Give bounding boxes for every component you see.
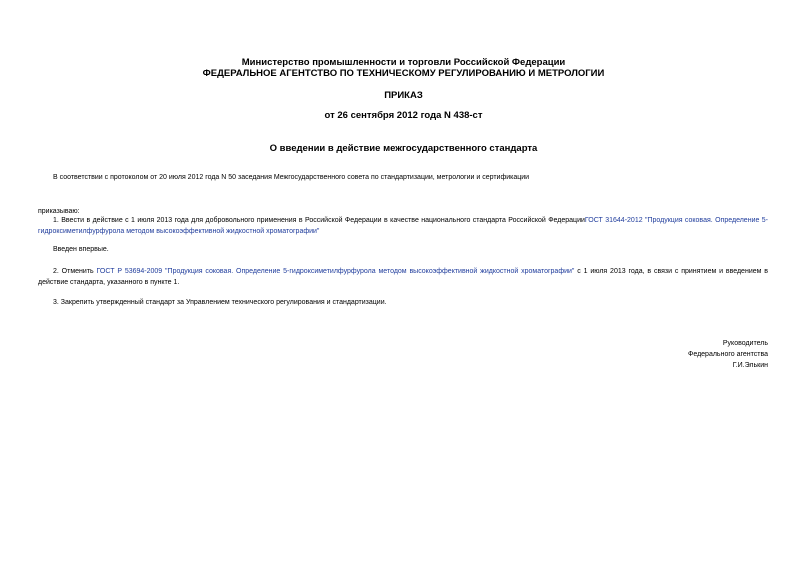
agency-heading: ФЕДЕРАЛЬНОЕ АГЕНТСТВО ПО ТЕХНИЧЕСКОМУ РЕГУЛИРОВАНИЮ И МЕТРОЛОГИИ xyxy=(202,68,605,79)
item-2-text-post: с 1 июля 2013 года, в связи с принятием и введением в действие стандарта, указанного в пункте 1. xyxy=(38,268,768,286)
item-2-text-pre: 2. Отменить xyxy=(53,268,97,275)
gost-31644-link[interactable]: ГОСТ 31644-2012 "Продукция соковая. Определение 5-гидроксиметилфурфурола методом высокоэффективной жидкостной хроматографии" xyxy=(38,217,769,235)
preamble: В соответствии с протоколом от 20 июля 2012 года N 50 заседания Межгосударственного совета по стандартизации, метрологии и сертификации xyxy=(53,174,530,181)
item-1-text: 1. Ввести в действие с 1 июля 2013 года для добровольного применения в Российской Федерации в качестве национального стандарта Российской Федерации xyxy=(53,217,585,224)
gost-r-53694-link[interactable]: ГОСТ Р 53694-2009 "Продукция соковая. Определение 5-гидроксиметилфурфурола методом высокоэффективной жидкостной хроматографии" xyxy=(96,268,575,275)
item-3: 3. Закрепить утвержденный стандарт за Управлением технического регулирования и стандартизации. xyxy=(53,299,387,306)
item-2 xyxy=(38,266,768,288)
introduced-note: Введен впервые. xyxy=(53,246,109,253)
item-1 xyxy=(38,215,768,237)
document-subject: О введении в действие межгосударственного стандарта xyxy=(269,143,538,154)
signature-title: Руководитель xyxy=(722,340,768,347)
ministry-heading: Министерство промышленности и торговли Российской Федерации xyxy=(241,57,566,68)
signature-name: Г.И.Элькин xyxy=(732,362,768,369)
order-word: приказываю: xyxy=(38,208,80,215)
signature-agency: Федерального агентства xyxy=(688,351,768,358)
document-date: от 26 сентября 2012 года N 438-ст xyxy=(324,110,483,121)
document-type: ПРИКАЗ xyxy=(384,90,423,101)
